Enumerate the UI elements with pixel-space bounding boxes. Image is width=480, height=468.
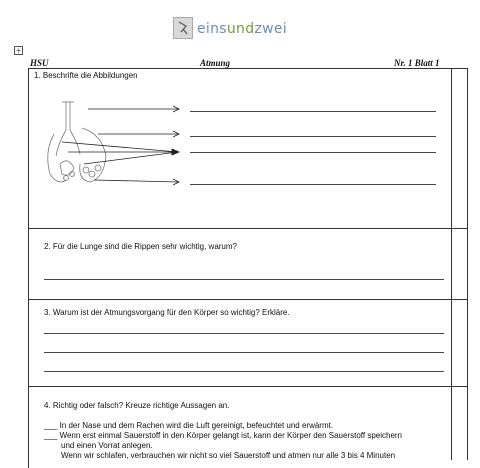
answer-line[interactable] <box>190 184 436 185</box>
answer-line[interactable] <box>190 136 436 137</box>
logo-part-3: zwei <box>254 21 287 37</box>
row-divider <box>28 228 468 229</box>
row-divider <box>28 386 468 387</box>
statement-text: Wenn erst einmal Sauerstoff in den Körper gelangt ist, kann der Körper den Sauerstoff speichern <box>59 431 403 440</box>
header-number: Nr. 1 Blatt 1 <box>394 58 440 68</box>
logo-part-1: eins <box>197 21 227 37</box>
answer-line[interactable] <box>44 333 444 334</box>
answer-line[interactable] <box>44 371 444 372</box>
question-2: 2. Für die Lunge sind die Rippen sehr wichtig, warum? <box>44 242 237 251</box>
logo <box>173 17 293 45</box>
statement-1[interactable]: ___ In der Nase und dem Rachen wird die Luft gereinigt, befeuchtet und erwärmt. <box>44 421 334 430</box>
header-topic: Atmung <box>200 58 231 68</box>
logo-icon <box>173 17 193 39</box>
logo-part-2: und <box>226 21 255 37</box>
statement-text: In der Nase und dem Rachen wird die Luft gereinigt, befeuchtet und erwärmt. <box>59 421 334 430</box>
answer-line[interactable] <box>190 111 436 112</box>
row-divider <box>28 299 468 300</box>
answer-line[interactable] <box>44 279 444 280</box>
header-subject: HSU <box>30 58 49 68</box>
side-column <box>451 68 468 460</box>
answer-line[interactable] <box>190 152 436 153</box>
question-4: 4. Richtig oder falsch? Kreuze richtige Aussagen an. <box>44 401 230 410</box>
answer-line[interactable] <box>44 352 444 353</box>
logo-text <box>197 21 287 37</box>
question-1: 1. Beschrifte die Abbildungen <box>34 71 138 80</box>
table-move-handle-icon[interactable]: + <box>14 46 23 55</box>
lung-diagram <box>40 94 200 192</box>
statement-2-continued: und einen Vorrat anlegen. <box>61 441 153 450</box>
question-3: 3. Warum ist der Atmungsvorgang für den Körper so wichtig? Erkläre. <box>44 308 290 317</box>
statement-2[interactable]: ___ Wenn erst einmal Sauerstoff in den Körper gelangt ist, kann der Körper den Sauerstoff speichern <box>44 431 403 440</box>
statement-3: Wenn wir schlafen, verbrauchen wir nicht so viel Sauerstoff und atmen nur alle 3 bis 4 Minuten <box>61 451 396 460</box>
